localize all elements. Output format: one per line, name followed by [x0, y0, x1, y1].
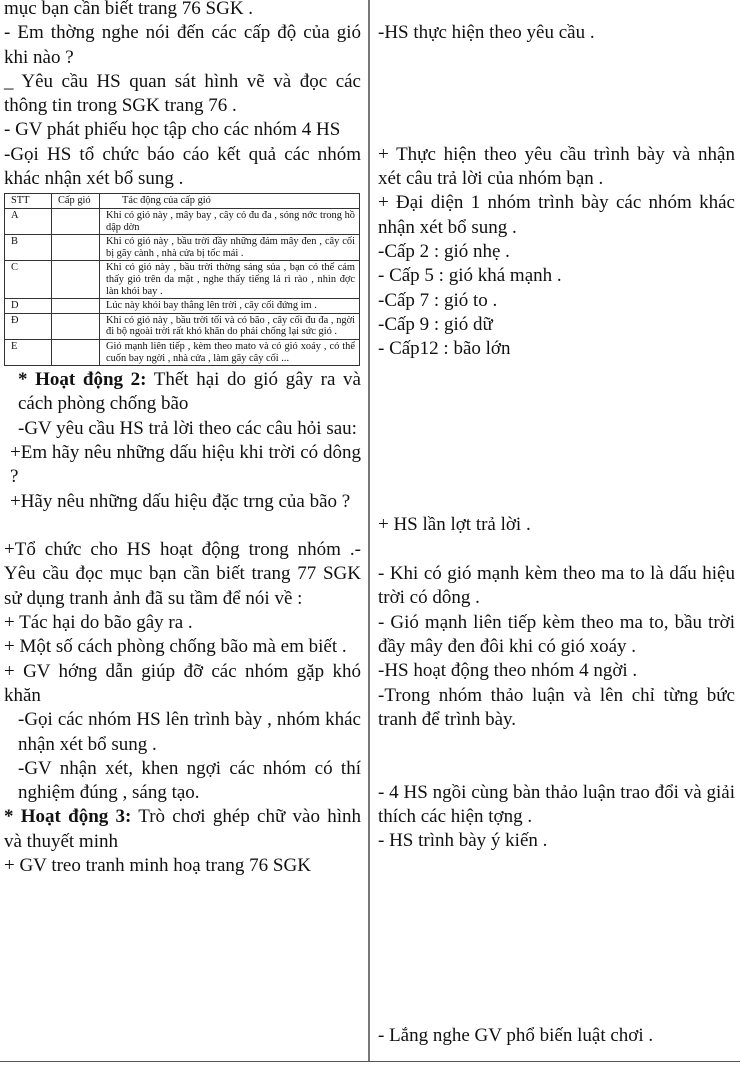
spacer: [378, 538, 735, 562]
cell-stt: B: [5, 235, 52, 261]
cell-stt: C: [5, 261, 52, 299]
header-effect: Tác động của cấp gió: [100, 194, 360, 209]
cell-level: [52, 299, 100, 314]
text-line: mục bạn cần biết trang 76 SGK .: [4, 0, 254, 19]
wind-level-answer: -Cấp 7 : gió to .: [378, 289, 498, 311]
wind-level-answer: - Cấp 5 : gió khá mạnh .: [378, 265, 562, 287]
text-line: -HS hoạt động theo nhóm 4 ngời .: [378, 660, 638, 682]
text-line: -GV nhận xét, khen ngợi các nhóm có thí nghiệm đúng , sáng tạo.: [18, 757, 361, 804]
column-divider: [368, 0, 370, 1061]
table-row: [5, 313, 360, 339]
cell-stt: D: [5, 299, 52, 314]
text-line: -Gọi các nhóm HS lên trình bày , nhóm khác nhận xét bổ sung .: [18, 709, 361, 755]
text-line: -HS thực hiện theo yêu cầu .: [378, 22, 595, 44]
text-line: + Tác hại do bão gây ra .: [4, 612, 193, 634]
activity-3-label: * Hoạt động 3:: [4, 806, 132, 828]
text-line: -Trong nhóm thảo luận và lên chỉ từng bức tranh để trình bày.: [378, 684, 735, 730]
wind-level-worksheet-table: [4, 193, 360, 366]
text-line: - Gió mạnh liên tiếp kèm theo ma to, bầu trời đầy mây đen đôi khi có gió xoáy .: [378, 611, 735, 657]
cell-desc: Lúc này khói bay thẳng lên trời , cây cối đứng im .: [100, 299, 360, 314]
teacher-activities-column: [4, 0, 361, 878]
table-header-row: [5, 194, 360, 209]
table-row: [5, 339, 360, 365]
text-line: + Một số cách phòng chống bão mà em biết .: [4, 636, 347, 658]
cell-stt: Đ: [5, 313, 52, 339]
text-line: -GV yêu cầu HS trả lời theo các câu hỏi sau:: [18, 417, 357, 439]
text-line: + GV treo tranh minh hoạ trang 76 SGK: [4, 855, 311, 877]
header-wind-level: Cấp gió: [52, 194, 100, 209]
wind-level-answer: -Cấp 2 : gió nhẹ .: [378, 240, 510, 262]
spacer: [378, 46, 735, 143]
activity-2-label: * Hoạt động 2:: [18, 369, 147, 391]
activity-3-heading: [4, 805, 361, 854]
header-stt: STT: [5, 194, 52, 209]
cell-stt: A: [5, 208, 52, 234]
table-row: [5, 261, 360, 299]
text-line: + HS lần lợt trả lời .: [378, 514, 531, 536]
activity-2-title: Thết hại do gió gây ra và cách phòng chống bão: [18, 369, 361, 415]
spacer: [378, 361, 735, 513]
spacer: [378, 854, 735, 1024]
text-line: - 4 HS ngồi cùng bàn thảo luận trao đổi và giải thích các hiện tợng .: [378, 781, 735, 828]
table-row: [5, 299, 360, 314]
spacer: [4, 514, 361, 538]
cell-desc: Gió mạnh liên tiếp , kèm theo mato và có gió xoáy , có thể cuốn bay ngời , nhà cửa , làm gãy cây cối ...: [100, 339, 360, 365]
text-line: +Em hãy nêu những dấu hiệu khi trời có dông ?: [10, 441, 361, 488]
spacer: [378, 0, 735, 21]
cell-level: [52, 235, 100, 261]
spacer: [378, 732, 735, 781]
text-line: - Khi có gió mạnh kèm theo ma to là dấu hiệu trời có dông .: [378, 563, 735, 609]
text-line: - GV phát phiếu học tập cho các nhóm 4 HS: [4, 119, 341, 141]
text-line: _ Yêu cầu HS quan sát hình vẽ và đọc các thông tin trong SGK trang 76 .: [4, 70, 361, 117]
text-line: +Hãy nêu những dấu hiệu đặc trng của bão ?: [10, 490, 351, 512]
text-line: - HS trình bày ý kiến .: [378, 830, 548, 852]
table-row: [5, 208, 360, 234]
cell-level: [52, 313, 100, 339]
cell-stt: E: [5, 339, 52, 365]
text-line: + GV hớng dẫn giúp đỡ các nhóm gặp khó khăn: [4, 660, 361, 706]
cell-desc: Khi có gió này , bầu trời thờng sáng sủa , bạn có thể cảm thấy gió trên da mặt , nghe thấy tiếng lá rì rào , nhìn đợc làn khói bay .: [100, 261, 360, 299]
cell-level: [52, 208, 100, 234]
wind-level-answer: -Cấp 9 : gió dữ: [378, 313, 493, 335]
table-row: [5, 235, 360, 261]
cell-desc: Khi có gió này , mây bay , cây cỏ đu đa , sóng nớc trong hồ dập dờn: [100, 208, 360, 234]
cell-desc: Khi có gió này , bầu trời tối và có bão , cây cối đu đa , ngời đi bộ ngoài trời rất khó khăn do phải chống lại sức gió .: [100, 313, 360, 339]
cell-level: [52, 261, 100, 299]
cell-level: [52, 339, 100, 365]
student-activities-column: [378, 0, 735, 1048]
wind-level-answer: - Cấp12 : bão lớn: [378, 338, 511, 360]
text-line: +Tổ chức cho HS hoạt động trong nhóm .- Yêu cầu đọc mục bạn cần biết trang 77 SGK sử dụng tranh ảnh đã su tầm để nói về :: [4, 539, 361, 609]
cell-desc: Khi có gió này , bầu trời đầy những đám mây đen , cây cối bị gãy cành , nhà cửa bị tốc mái .: [100, 235, 360, 261]
text-line: -Gọi HS tổ chức báo cáo kết quả các nhóm khác nhận xét bổ sung .: [4, 143, 361, 190]
text-line: - Lắng nghe GV phổ biến luật chơi .: [378, 1024, 654, 1046]
activity-2-heading: [4, 368, 361, 417]
text-line: + Thực hiện theo yêu cầu trình bày và nhận xét câu trả lời của nhóm bạn .: [378, 143, 735, 190]
text-line: - Em thờng nghe nói đến các cấp độ của gió khi nào ?: [4, 22, 361, 68]
text-line: + Đại diện 1 nhóm trình bày các nhóm khác nhận xét bổ sung .: [378, 192, 735, 238]
activity-3-title: Trò chơi ghép chữ vào hình và thuyết minh: [4, 806, 361, 852]
